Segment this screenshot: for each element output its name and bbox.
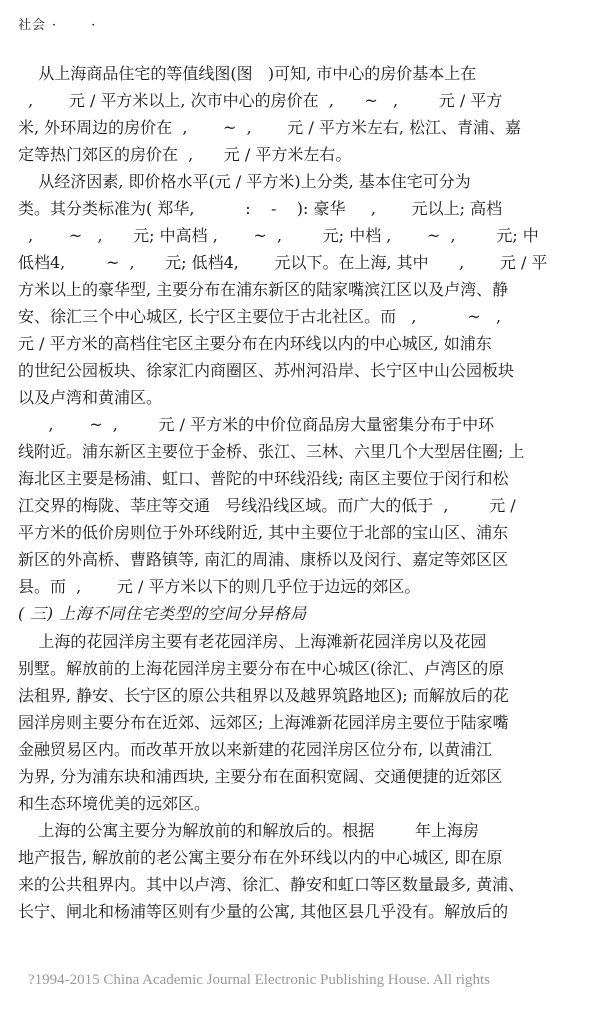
text-line: 江交界的梅陇、莘庄等交通 号线沿线区域。而广大的低于 , 元 / xyxy=(18,496,516,515)
text-line: 以及卢湾和黄浦区。 xyxy=(18,388,163,407)
copyright-footer: ?1994-2015 China Academic Journal Electronic Publishing House. All rights xyxy=(28,972,491,988)
text-line: 从经济因素, 即价格水平(元 / 平方米)上分类, 基本住宅可分为 xyxy=(18,172,471,191)
article-body xyxy=(18,60,578,925)
text-line: 海北区主要是杨浦、虹口、普陀的中环线沿线; 南区主要位于闵行和松 xyxy=(18,469,509,488)
text-line: 上海的公寓主要分为解放前的和解放后的。根据 年上海房 xyxy=(18,821,480,840)
text-line: 米, 外环周边的房价在 , ~ , 元 / 平方米左右, 松江、青浦、嘉 xyxy=(18,118,522,137)
text-line: 长宁、闸北和杨浦等区则有少量的公寓, 其他区县几乎没有。解放后的 xyxy=(18,902,509,921)
text-line: 类。其分类标准为( 郑华, : - ): 豪华 , 元以上; 高档 xyxy=(18,199,503,218)
text-line: 定等热门郊区的房价在 , 元 / 平方米左右。 xyxy=(18,145,352,164)
text-line: 园洋房则主要分布在近郊、远郊区; 上海滩新花园洋房主要位于陆家嘴 xyxy=(18,713,509,732)
header-dot: · xyxy=(91,18,97,33)
text-line: 新区的外高桥、曹路镇等, 南汇的周浦、康桥以及闵行、嘉定等郊区区 xyxy=(18,550,509,569)
text-line: 方米以上的豪华型, 主要分布在浦东新区的陆家嘴滨江区以及卢湾、静 xyxy=(18,280,509,299)
text-line: 元 / 平方米的高档住宅区主要分布在内环线以内的中心城区, 如浦东 xyxy=(18,334,492,353)
text-line: , 元 / 平方米以上, 次市中心的房价在 , ~ , 元 / 平方 xyxy=(18,91,503,110)
header-dot: · xyxy=(52,18,58,33)
running-header xyxy=(18,14,96,33)
section-label: 社会 xyxy=(18,18,47,33)
text-line: 平方米的低价房则位于外环线附近, 其中主要位于北部的宝山区、浦东 xyxy=(18,523,509,542)
text-line: 上海的花园洋房主要有老花园洋房、上海滩新花园洋房以及花园 xyxy=(18,632,487,651)
text-line: 地产报告, 解放前的老公寓主要分布在外环线以内的中心城区, 即在原 xyxy=(18,848,503,867)
text-line: 为界, 分为浦东块和浦西块, 主要分布在面积宽阔、交通便捷的近郊区 xyxy=(18,767,503,786)
text-line: 法租界, 静安、长宁区的原公共租界以及越界筑路地区); 而解放后的花 xyxy=(18,686,509,705)
text-line: 和生态环境优美的远郊区。 xyxy=(18,794,211,813)
text-line: 金融贸易区内。而改革开放以来新建的花园洋房区位分布, 以黄浦江 xyxy=(18,740,493,759)
text-line: 别墅。解放前的上海花园洋房主要分布在中心城区(徐汇、卢湾区的原 xyxy=(18,659,505,678)
section-heading: ( 三) 上海不同住宅类型的空间分异格局 xyxy=(18,604,307,623)
text-line: 线附近。浦东新区主要位于金桥、张江、三林、六里几个大型居住圈; 上 xyxy=(18,442,525,461)
text-line: 低档4, ~ , 元; 低档4, 元以下。在上海, 其中 , 元 / 平 xyxy=(18,253,548,272)
text-line: , ~ , 元 / 平方米的中价位商品房大量密集分布于中环 xyxy=(18,415,495,434)
text-line: , ~ , 元; 中高档 , ~ , 元; 中档 , ~ , 元; 中 xyxy=(18,226,539,245)
text-line: 县。而 , 元 / 平方米以下的则几乎位于边远的郊区。 xyxy=(18,577,421,596)
text-line: 安、徐汇三个中心城区, 长宁区主要位于古北社区。而 , ~ , xyxy=(18,307,502,326)
text-line: 从上海商品住宅的等值线图(图 )可知, 市中心的房价基本上在 xyxy=(18,64,477,83)
text-line: 的世纪公园板块、徐家汇内商圈区、苏州河沿岸、长宁区中山公园板块 xyxy=(18,361,515,380)
text-line: 来的公共租界内。其中以卢湾、徐汇、静安和虹口等区数量最多, 黄浦、 xyxy=(18,875,525,894)
